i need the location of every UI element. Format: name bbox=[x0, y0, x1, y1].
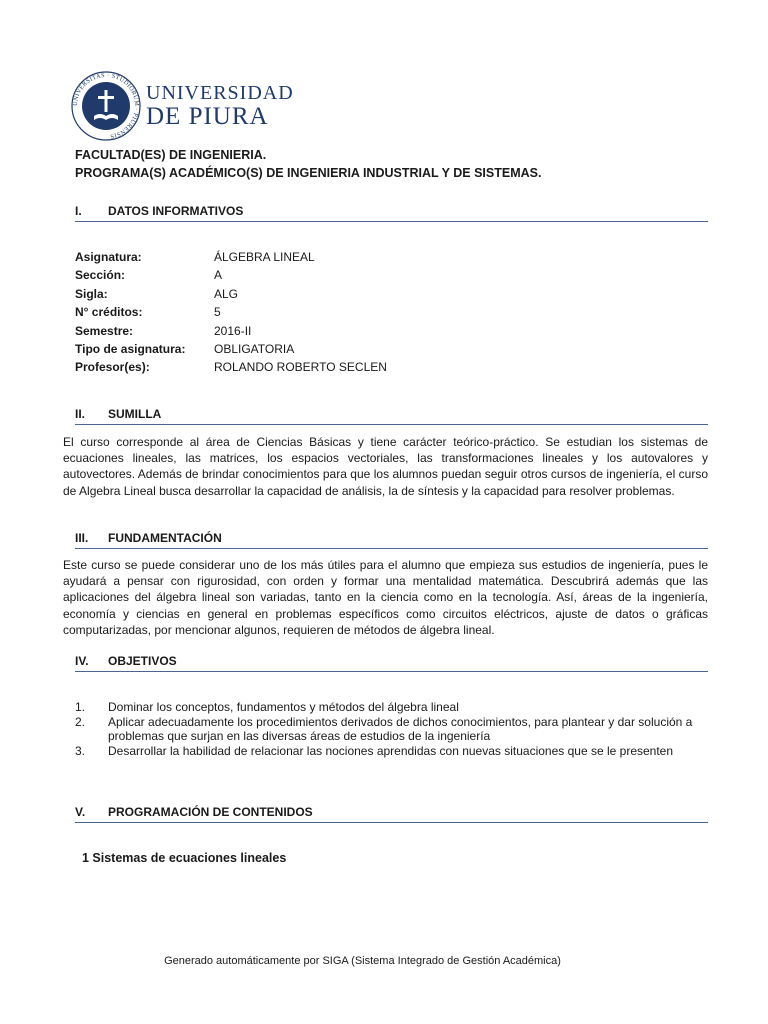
section-header-datos bbox=[75, 204, 708, 222]
section-title: PROGRAMACIÓN DE CONTENIDOS bbox=[108, 805, 313, 819]
objective-item bbox=[75, 700, 695, 715]
section-header-sumilla bbox=[75, 407, 708, 425]
info-value: ÁLGEBRA LINEAL bbox=[214, 250, 315, 264]
info-row-sigla bbox=[75, 285, 675, 303]
info-label: Sigla: bbox=[75, 286, 108, 301]
objective-item bbox=[75, 744, 695, 759]
university-logo bbox=[70, 70, 294, 142]
info-row-creditos bbox=[75, 303, 675, 321]
info-value: 2016-II bbox=[214, 323, 252, 338]
faculty-line: FACULTAD(ES) DE INGENIERIA. bbox=[75, 148, 267, 162]
info-label: Tipo de asignatura: bbox=[75, 341, 186, 356]
section-title: FUNDAMENTACIÓN bbox=[108, 531, 222, 545]
section-title: DATOS INFORMATIVOS bbox=[108, 204, 244, 218]
info-label: N° créditos: bbox=[75, 305, 143, 320]
fundamentacion-text: Este curso se puede considerar uno de los más útiles para el alumno que empieza sus estudios de ingeniería, pues le ayudará a pensar con rigurosidad, con orden y formar una mentalidad matemática. Descubrirá además que las aplicaciones del álgebra lineal son variadas, tanto en la ciencia como en la tecnología. Así, áreas de la ingeniería, economía y ciencias en general en problemas específicos como circuitos eléctricos, ajuste de datos o gráficas computarizadas, por mencionar algunos, requieren de métodos de álgebra lineal. bbox=[63, 558, 708, 637]
info-value: OBLIGATORIA bbox=[214, 341, 295, 356]
sumilla-text: El curso corresponde al área de Ciencias Básicas y tiene carácter teórico-práctico. Se estudian los sistemas de ecuaciones lineales, las matrices, los espacios vectoriales, las transformaciones lineales y los autovalores y autovectores. Además de brindar conocimientos para que los alumnos puedan seguir otros cursos de ingeniería, el curso de Algebra Lineal busca desarrollar la capacidad de análisis, la de síntesis y la capacidad para resolver problemas. bbox=[63, 435, 708, 498]
info-value: ROLANDO ROBERTO SECLEN bbox=[214, 360, 387, 375]
info-label: Asignatura: bbox=[75, 250, 142, 264]
info-label: Sección: bbox=[75, 268, 126, 283]
objective-item bbox=[75, 715, 695, 744]
info-row-asignatura bbox=[75, 248, 675, 266]
university-name-line2: DE PIURA bbox=[146, 103, 269, 130]
section-number: III. bbox=[75, 531, 89, 545]
section-number: V. bbox=[75, 805, 86, 819]
section-title: OBJETIVOS bbox=[108, 654, 177, 668]
faculty-header bbox=[75, 146, 695, 182]
section-number: IV. bbox=[75, 654, 89, 668]
section-title: SUMILLA bbox=[108, 407, 162, 421]
university-name-line1: UNIVERSIDAD bbox=[146, 82, 294, 104]
program-line: PROGRAMA(S) ACADÉMICO(S) DE INGENIERIA INDUSTRIAL Y DE SISTEMAS. bbox=[75, 166, 542, 180]
objective-text: Dominar los conceptos, fundamentos y métodos del álgebra lineal bbox=[108, 700, 459, 714]
objective-number: 2. bbox=[75, 714, 86, 729]
footer-note: Generado automáticamente por SIGA (Sistema Integrado de Gestión Académica) bbox=[164, 955, 561, 967]
info-value: ALG bbox=[214, 286, 239, 301]
info-label: Profesor(es): bbox=[75, 360, 150, 375]
content-unit-1: 1 Sistemas de ecuaciones lineales bbox=[82, 851, 287, 865]
objective-number: 1. bbox=[75, 700, 86, 714]
info-row-tipo bbox=[75, 340, 675, 358]
objective-text: Desarrollar la habilidad de relacionar las nociones aprendidas con nuevas situaciones que se le presenten bbox=[108, 743, 674, 758]
objectives-list bbox=[75, 700, 695, 758]
info-row-profesor bbox=[75, 358, 675, 376]
objective-number: 3. bbox=[75, 743, 86, 758]
info-row-semestre bbox=[75, 322, 675, 340]
svg-text:UNIVERSITAS · STUDIORUM · PIUR: UNIVERSITAS · STUDIORUM · PIURENSIS bbox=[71, 71, 141, 140]
university-name bbox=[146, 83, 294, 129]
info-row-seccion bbox=[75, 266, 675, 284]
info-value: 5 bbox=[214, 305, 221, 320]
section-number: I. bbox=[75, 204, 82, 218]
info-value: A bbox=[214, 268, 223, 283]
section-header-objetivos bbox=[75, 654, 708, 672]
info-table bbox=[75, 248, 675, 377]
info-label: Semestre: bbox=[75, 323, 134, 338]
university-seal-icon bbox=[70, 70, 142, 142]
section-header-fundamentacion bbox=[75, 531, 708, 549]
section-header-programacion bbox=[75, 805, 708, 823]
section-number: II. bbox=[75, 407, 86, 421]
objective-text: Aplicar adecuadamente los procedimientos derivados de dichos conocimientos, para plantear y dar solución a problemas que surjan en las diversas áreas de estudios de la ingeniería bbox=[108, 714, 693, 743]
